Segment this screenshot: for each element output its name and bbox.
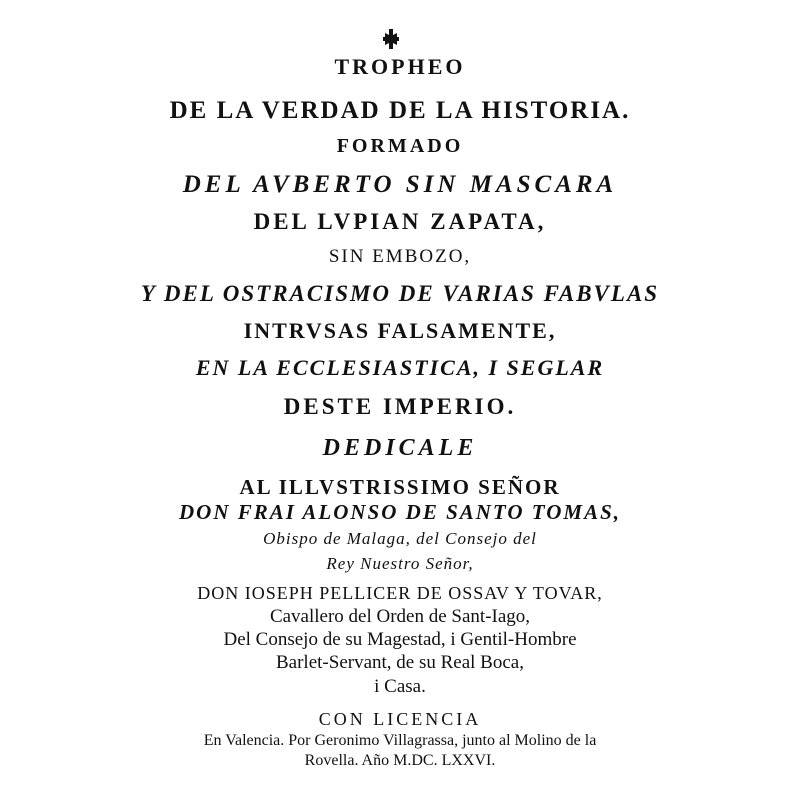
ecclesiastica-line: EN LA ECCLESIASTICA, I SEGLAR <box>195 355 605 380</box>
dedicatee-name: DON FRAI ALONSO DE SANTO TOMAS, <box>178 500 622 524</box>
author-title-3: Barlet-Servant, de su Real Boca, <box>276 652 524 673</box>
cross-icon <box>380 28 402 50</box>
intrusas-line: INTRVSAS FALSAMENTE, <box>243 318 557 343</box>
title-word: TROPHEO <box>334 54 466 79</box>
imperio-line: DESTE IMPERIO. <box>283 394 517 419</box>
dedicatee-honorific: AL ILLVSTRISSIMO SEÑOR <box>239 475 561 499</box>
author-title-1: Cavallero del Orden de Sant-Iago, <box>269 606 531 627</box>
ostracismo-line: Y DEL OSTRACISMO DE VARIAS FABVLAS <box>140 281 660 306</box>
dedicatee-office: Obispo de Malaga, del Consejo del <box>263 529 537 548</box>
auberto-line: DEL AVBERTO SIN MASCARA <box>182 171 618 198</box>
dedicatee-office-cont: Rey Nuestro Señor, <box>326 554 474 573</box>
title-subject: DE LA VERDAD DE LA HISTORIA. <box>169 97 631 124</box>
licencia-line: CON LICENCIA <box>318 709 482 729</box>
lupian-line: DEL LVPIAN ZAPATA, <box>253 209 547 234</box>
author-title-2: Del Consejo de su Magestad, i Gentil-Hombre <box>223 629 577 650</box>
author-name: DON IOSEPH PELLICER DE OSSAV Y TOVAR, <box>197 583 603 603</box>
imprint-line-2: Rovella. Año M.DC. LXXVI. <box>304 752 496 769</box>
embozo-line: SIN EMBOZO, <box>328 246 472 267</box>
formado-line: FORMADO <box>336 135 464 157</box>
author-title-4: i Casa. <box>374 676 426 697</box>
imprint-line-1: En Valencia. Por Geronimo Villagrassa, junto al Molino de la <box>203 732 597 749</box>
dedicale-line: DEDICALE <box>322 435 478 461</box>
